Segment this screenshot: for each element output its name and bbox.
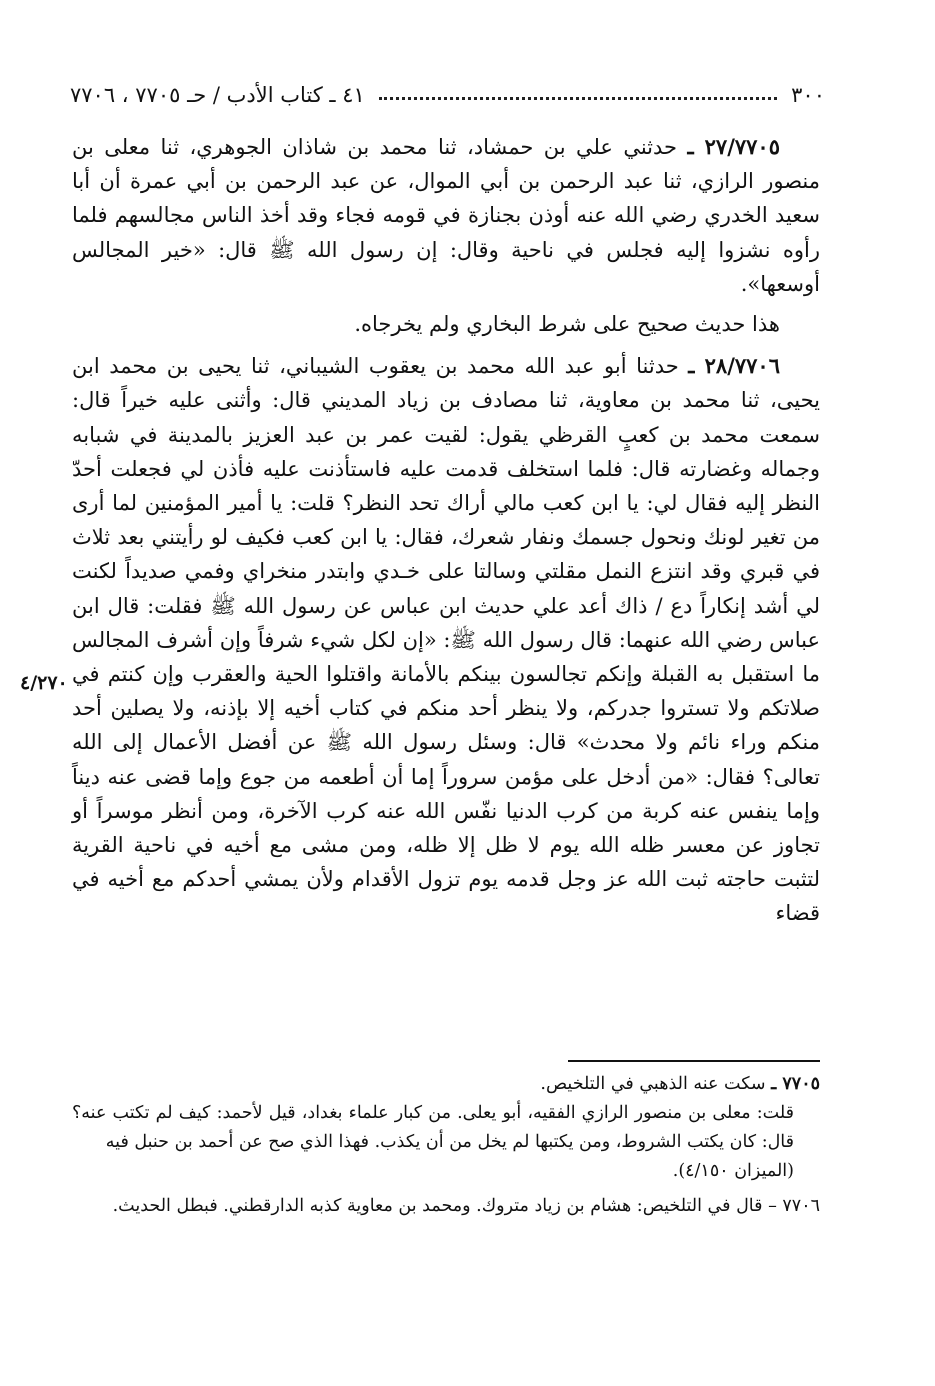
footnotes: [72, 1070, 820, 1221]
margin-volume-reference: ٤/٢٧٠: [20, 672, 68, 694]
page-header: [70, 78, 825, 112]
page-number: ٣٠٠: [791, 83, 825, 107]
footnote-7706-number: ٧٧٠٦ –: [768, 1196, 820, 1216]
hadith-7705-text: حدثني علي بن حمشاد، ثنا محمد بن شاذان الجوهري، ثنا معلى بن منصور الرازي، ثنا عبد الرحمن بن أبي الموال، عن عبد الرحمن بن أبي عمرة أن أبا سعيد الخدري رضي الله عنه أوذن بجنازة في قومه فجاء وقد أخذ الناس مجالسهم فلما رأوه نشزوا إليه فجلس في ناحية وقال: إن رسول الله ﷺ قال: «خير المجالس أوسعها».: [72, 135, 820, 296]
header-dotted-leader: [379, 87, 777, 100]
running-title: ٤١ ـ كتاب الأدب / حـ ٧٧٠٥ ، ٧٧٠٦: [70, 83, 365, 107]
hadith-7706: [72, 349, 820, 930]
hadith-7705: [72, 130, 820, 301]
footnote-7705-reference: (الميزان ٤/١٥٠).: [672, 1161, 794, 1181]
hadith-7706-number: ٢٨/٧٧٠٦ ـ: [688, 353, 780, 379]
footnote-7706-text: قال في التلخيص: هشام بن زياد متروك. ومحمد بن معاوية كذبه الدارقطني. فبطل الحديث.: [112, 1196, 763, 1216]
hadith-7705-verdict: هذا حديث صحيح على شرط البخاري ولم يخرجاه.: [354, 312, 780, 337]
hadith-7705-number: ٢٧/٧٧٠٥ ـ: [687, 134, 780, 159]
footnote-separator: [568, 1060, 820, 1062]
footnote-7705: [72, 1070, 820, 1099]
footnote-7705-note: قلت: معلى بن منصور الرازي الفقيه، أبو يعلى. من كبار علماء بغداد، قيل لأحمد: كيف لم تكتب عنه؟ قال: كان يكتب الشروط، ومن يكتبها لم يخل من أن يكذب. فهذا الذي صح عن أحمد بن حنبل فيه: [72, 1103, 794, 1152]
footnote-7705-text: سكت عنه الذهبي في التلخيص.: [540, 1074, 766, 1094]
footnote-7705-number: ٧٧٠٥ ـ: [771, 1074, 820, 1094]
footnote-7706: [72, 1192, 820, 1221]
hadith-7706-text: حدثنا أبو عبد الله محمد بن يعقوب الشيباني، ثنا يحيى بن محمد ابن يحيى، ثنا محمد بن معاوية، ثنا مصادف بن زياد المديني قال: وأثنى عليه خيراً قال: سمعت محمد بن كعبٍ القرظي يقول: لقيت عمر بن عبد العزيز بالمدينة في شبابه وجماله وغضارته قال: فلما استخلف قدمت عليه فاستأذنت عليه فأذن لي فجعلت أحدّ النظر إليه فقال لي: يا ابن كعب مالي أراك تحد النظر؟ قلت: يا أمير المؤمنين لما أرى من تغير لونك ونحول جسمك ونفار شعرك، فقال: يا ابن كعب فكيف لو رأيتني بعد ثلاث في قبري وقد انتزع النمل مقلتي وسالتا على خـدي وابتدر منخراي وفمي صديداً لكنت لي أشد إنكاراً دع / ذاك أعد علي حديث ابن عباس عن رسول الله ﷺ فقلت: قال ابن عباس رضي الله عنهما: قال رسول الله ﷺ: «إن لكل شيء شرفاً وإن أشرف المجالس ما استقبل به القبلة وإنكم تجالسون بينكم بالأمانة واقتلوا الحية والعقرب وإن كنتم في صلاتكم ولا تستروا جدركم، ولا ينظر أحد منكم في كتاب أخيه إلا بإذنه، ولا يصلين أحد منكم وراء نائم ولا محدث» قال: وسئل رسول الله ﷺ عن أفضل الأعمال إلى الله تعالى؟ فقال: «من أدخل على مؤمن سروراً إما أن أطعمه من جوع وإما قضى عنه ديناً وإما ينفس عنه كربة من كرب الدنيا نفّس الله عنه كرب الآخرة، ومن أنظر موسراً أو تجاوز عن معسر ظله الله يوم لا ظل إلا ظله، ومن مشى مع أخيه في ناحية القرية لتثبت حاجته ثبت الله عز وجل قدمه يوم تزول الأقدام ولأن يمشي أحدكم مع أخيه في قضاء: [72, 354, 820, 926]
main-text: [72, 130, 820, 931]
